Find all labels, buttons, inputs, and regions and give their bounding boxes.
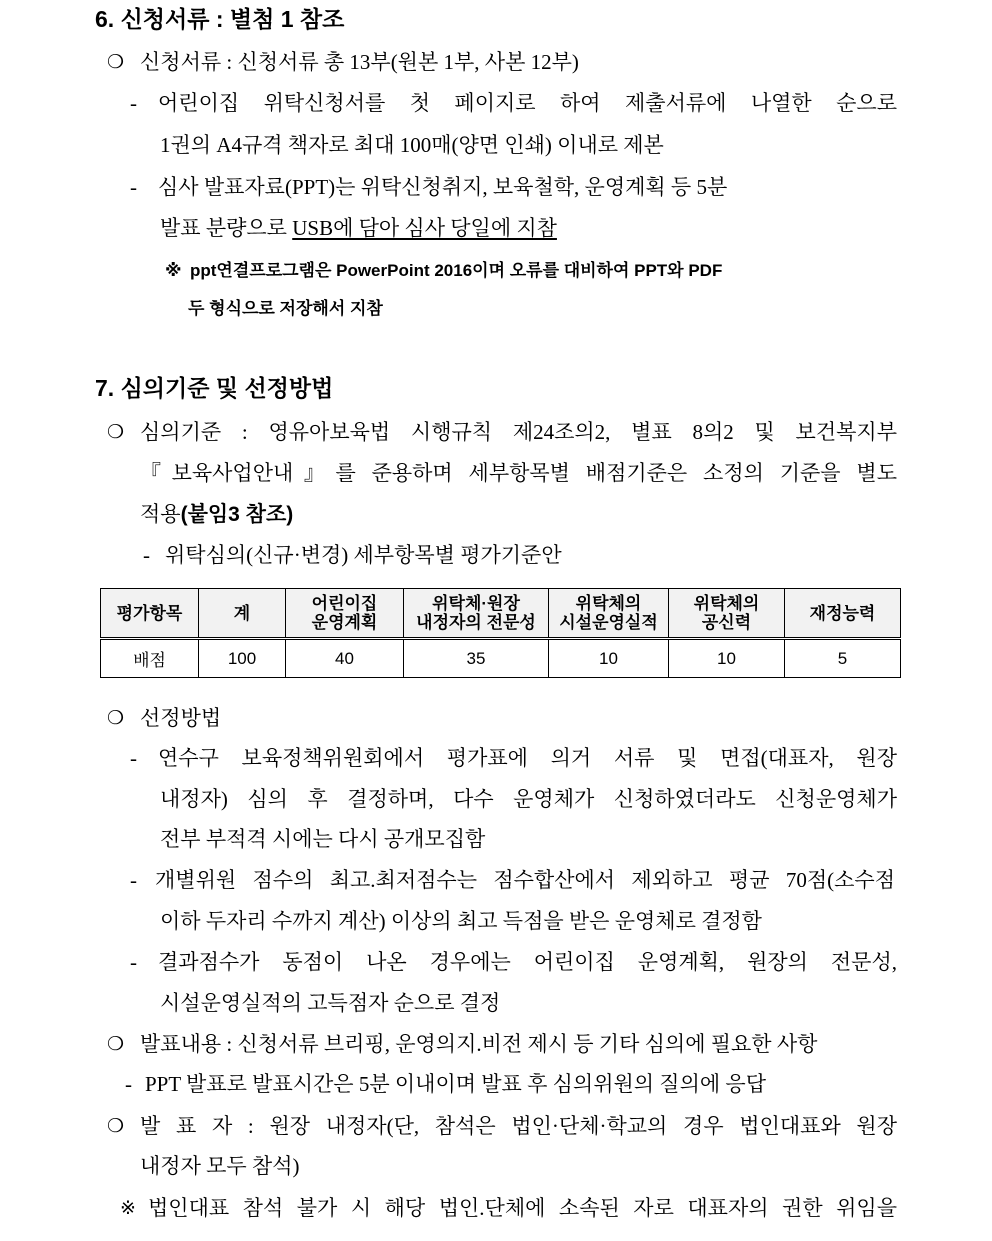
ppt-note-line-2: 두 형식으로 저장해서 지참	[188, 299, 383, 318]
documents-line: 신청서류 : 신청서류 총 13부(원본 1부, 사본 12부)	[140, 50, 579, 74]
criteria-line-3-text: 적용	[140, 502, 181, 526]
header-cell: 계	[199, 589, 286, 639]
table-cell: 35	[404, 639, 549, 678]
evaluation-criteria-table	[100, 588, 901, 678]
dash-marker: -	[130, 746, 137, 770]
table-cell: 40	[286, 639, 404, 678]
dash-marker: -	[130, 868, 137, 892]
section6-heading: 6. 신청서류 : 별첨 1 참조	[95, 6, 345, 32]
table-header-row	[101, 589, 901, 639]
dash-marker: -	[125, 1072, 132, 1096]
table-cell: 10	[669, 639, 785, 678]
circle-bullet-icon: ❍	[107, 1115, 125, 1137]
table-cell: 100	[199, 639, 286, 678]
table-cell: 10	[549, 639, 669, 678]
selection-title: 선정방법	[140, 706, 222, 730]
presenter-line-2: 내정자 모두 참석)	[140, 1154, 300, 1178]
criteria-line-1: 심의기준 : 영유아보육법 시행규칙 제24조의2, 별표 8의2 및 보건복지부	[140, 420, 897, 444]
table-cell: 5	[785, 639, 901, 678]
dash-marker: -	[130, 950, 137, 974]
selection-item-2-line-2: 이하 두자리 수까지 계산) 이상의 최고 득점을 받은 운영체로 결정함	[160, 909, 762, 933]
circle-bullet-icon: ❍	[107, 1033, 125, 1055]
binding-line-2: 1권의 A4규격 책자로 최대 100매(양면 인쇄) 이내로 제본	[160, 133, 664, 157]
table-cell: 배점	[101, 639, 199, 678]
circle-bullet-icon: ❍	[107, 51, 125, 73]
binding-line-1: 어린이집 위탁신청서를 첫 페이지로 하여 제출서류에 나열한 순으로	[158, 91, 897, 115]
ppt-line-2-underlined: USB에 담아 심사 당일에 지참	[292, 216, 557, 240]
presenter-line-1: 발 표 자 : 원장 내정자(단, 참석은 법인·단체·학교의 경우 법인대표와 원장	[140, 1114, 897, 1138]
selection-item-1-line-3: 전부 부적격 시에는 다시 공개모집함	[160, 827, 486, 851]
delegation-note-line: 법인대표 참석 불가 시 해당 법인.단체에 소속된 자로 대표자의 권한 위임을	[148, 1196, 897, 1220]
header-cell: 어린이집 운영계획	[286, 589, 404, 639]
header-cell: 재정능력	[785, 589, 901, 639]
table-caption: 위탁심의(신규·변경) 세부항목별 평가기준안	[165, 543, 562, 567]
ppt-line-1: 심사 발표자료(PPT)는 위탁신청취지, 보육철학, 운영계획 등 5분	[158, 175, 728, 199]
selection-item-1-line-2: 내정자) 심의 후 결정하며, 다수 운영체가 신청하였더라도 신청운영체가	[160, 787, 897, 811]
reference-mark: ※	[120, 1197, 136, 1219]
presentation-sub-line: PPT 발표로 발표시간은 5분 이내이며 발표 후 심의위원의 질의에 응답	[145, 1072, 766, 1096]
criteria-line-3-bold: (붙임3 참조)	[180, 503, 294, 526]
header-cell: 위탁체의 공신력	[669, 589, 785, 639]
reference-mark: ※	[165, 261, 182, 280]
selection-item-2-line-1: 개별위원 점수의 최고.최저점수는 점수합산에서 제외하고 평균 70점(소수점	[155, 868, 895, 892]
dash-marker: -	[130, 91, 137, 115]
header-cell: 평가항목	[101, 589, 199, 639]
selection-item-1-line-1: 연수구 보육정책위원회에서 평가표에 의거 서류 및 면접(대표자, 원장	[158, 746, 897, 770]
selection-item-3-line-2: 시설운영실적의 고득점자 순으로 결정	[160, 991, 501, 1015]
header-cell: 위탁체의 시설운영실적	[549, 589, 669, 639]
dash-marker: -	[143, 543, 150, 567]
ppt-line-2-text: 발표 분량으로	[160, 216, 293, 240]
criteria-line-3	[140, 498, 900, 530]
ppt-note-line-1: ppt연결프로그램은 PowerPoint 2016이며 오류를 대비하여 PPT와 PDF	[190, 261, 723, 280]
dash-marker: -	[130, 175, 137, 199]
selection-item-3-line-1: 결과점수가 동점이 나온 경우에는 어린이집 운영계획, 원장의 전문성,	[158, 950, 897, 974]
table-row	[101, 639, 901, 678]
circle-bullet-icon: ❍	[107, 421, 125, 443]
criteria-line-2: 『보육사업안내』를 준용하며 세부항목별 배점기준은 소정의 기준을 별도	[140, 461, 897, 485]
ppt-line-2	[160, 212, 900, 244]
presentation-line: 발표내용 : 신청서류 브리핑, 운영의지.비전 제시 등 기타 심의에 필요한 사항	[140, 1032, 818, 1056]
header-cell: 위탁체·원장 내정자의 전문성	[404, 589, 549, 639]
circle-bullet-icon: ❍	[107, 707, 125, 729]
section7-heading: 7. 심의기준 및 선정방법	[95, 375, 334, 401]
